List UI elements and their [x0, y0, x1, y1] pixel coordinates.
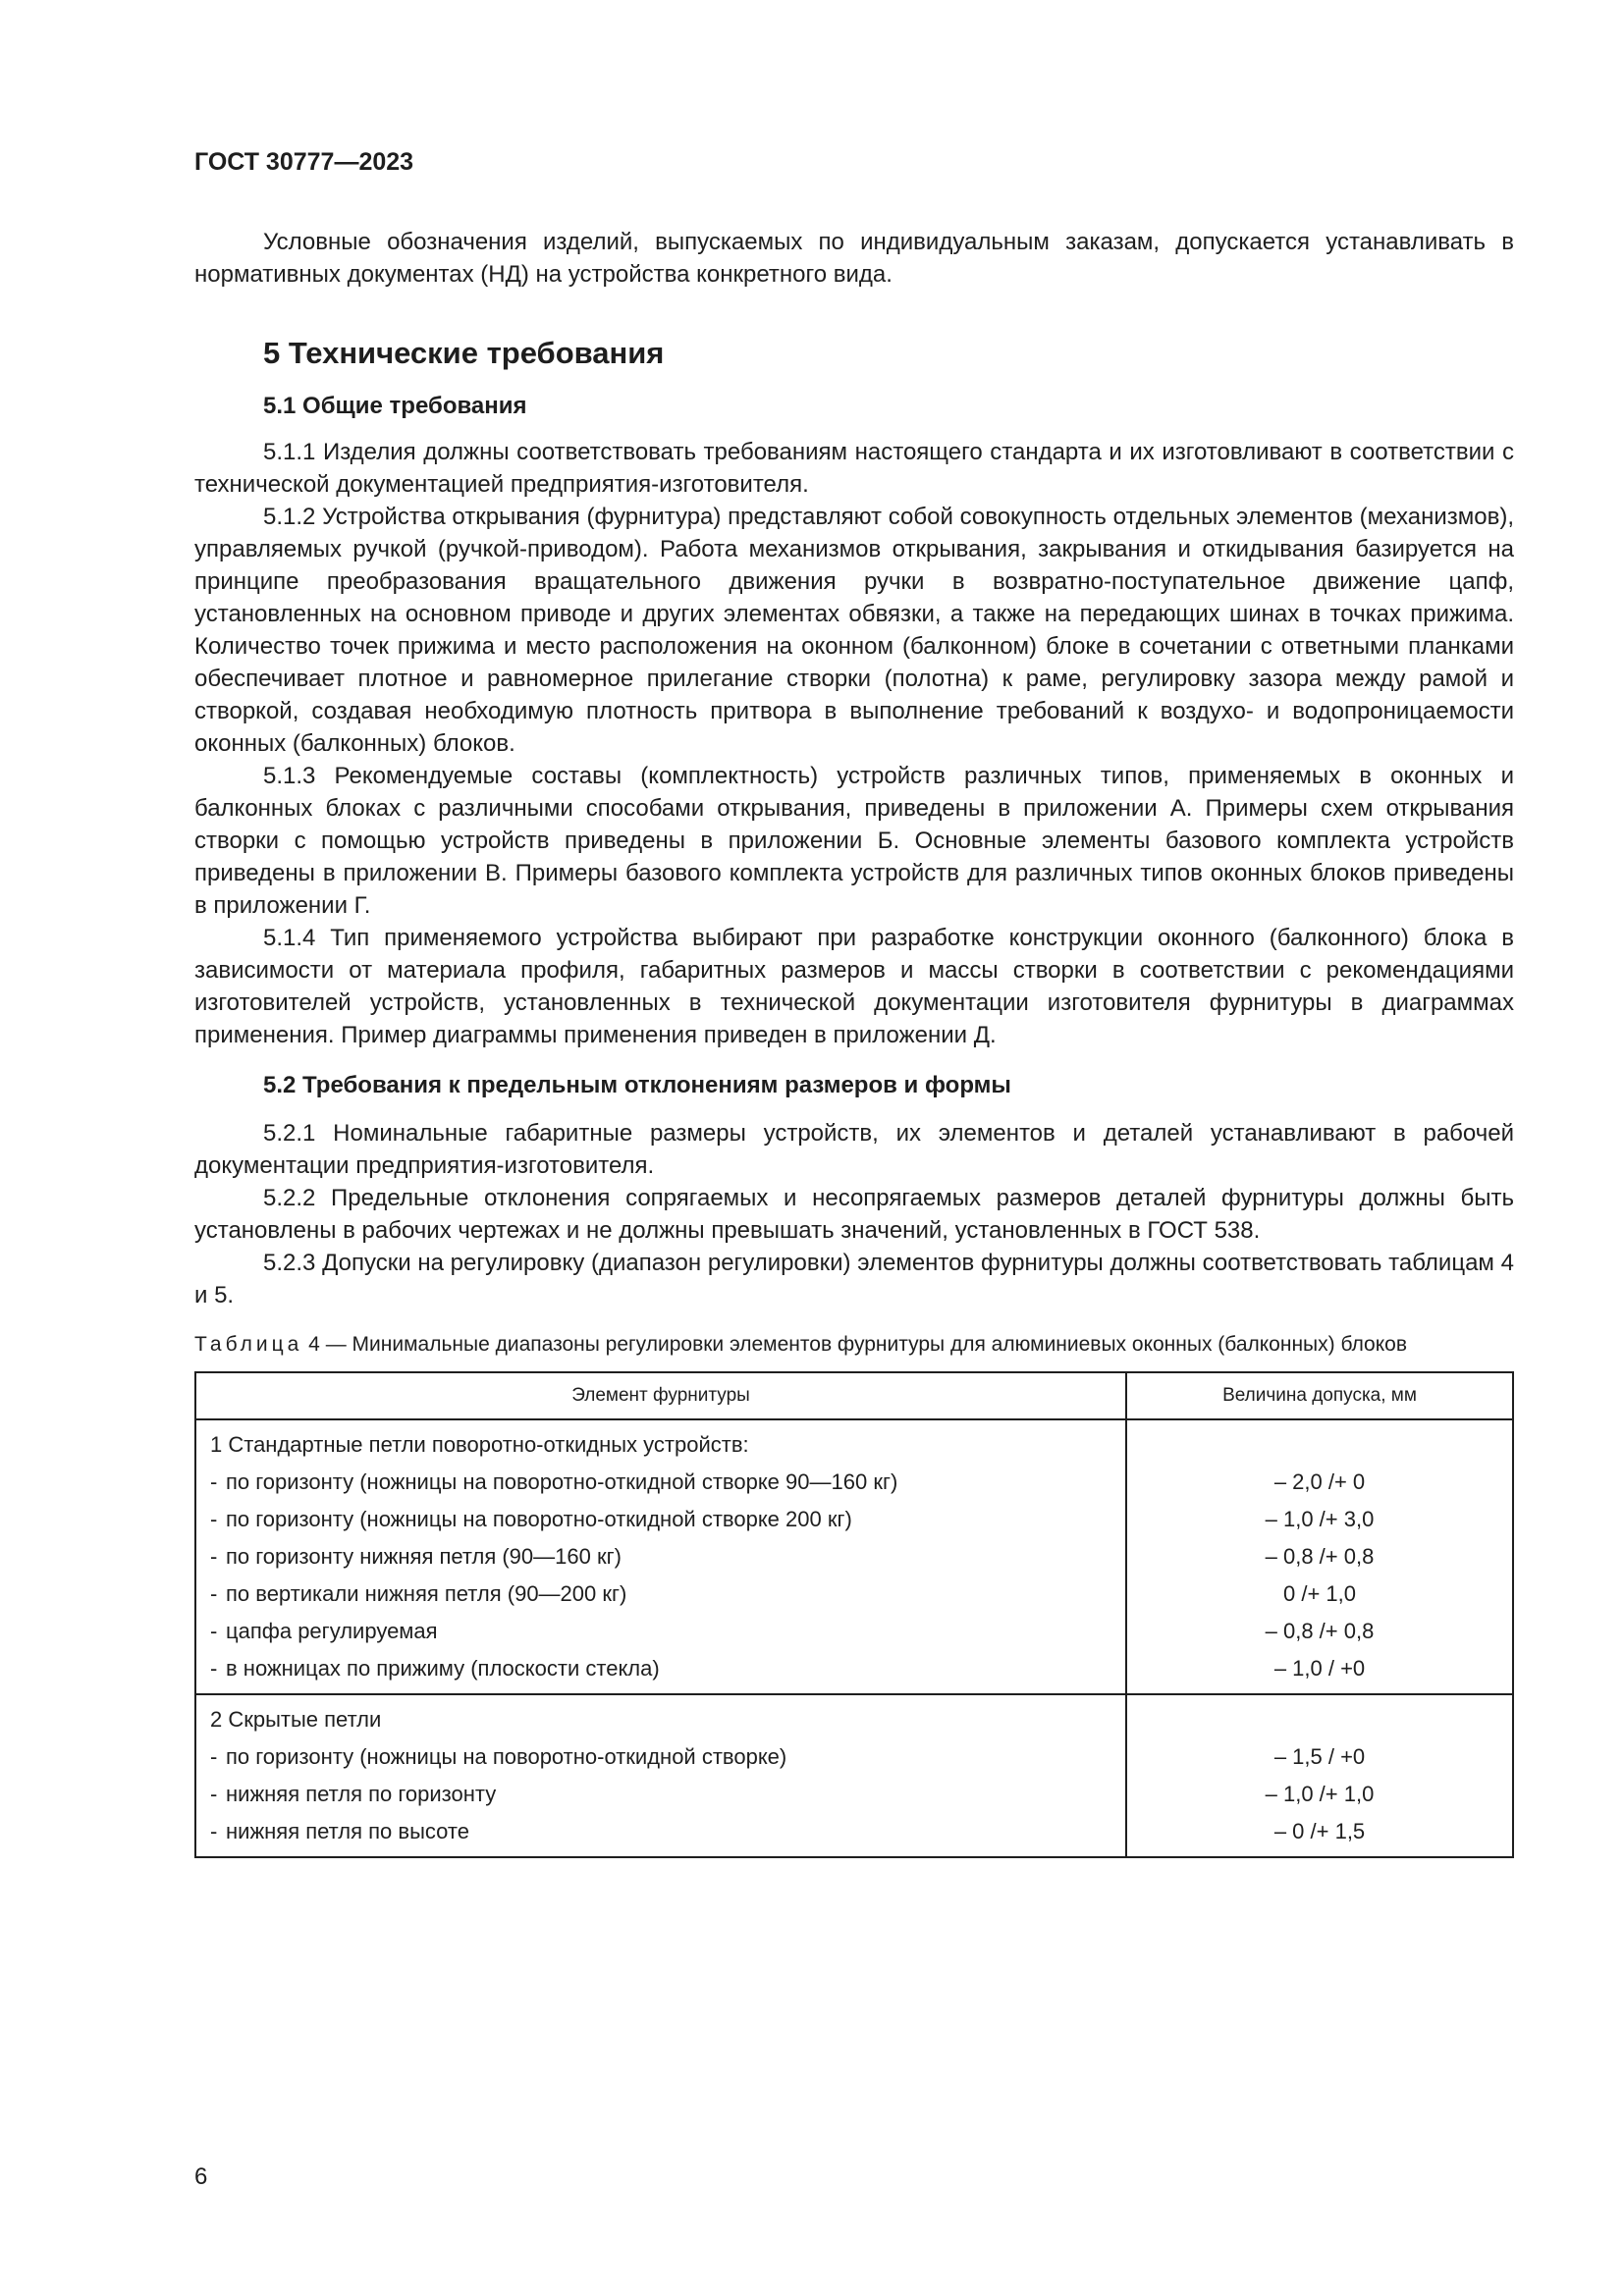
column-header-element: Элемент фурнитуры — [195, 1372, 1126, 1419]
table-row — [195, 1464, 1513, 1501]
group-title: 2 Скрытые петли — [195, 1694, 1126, 1738]
element-cell: по горизонту (ножницы на поворотно-откидной створке 200 кг) — [226, 1507, 852, 1531]
tolerance-cell: – 1,5 / +0 — [1126, 1738, 1513, 1776]
tolerance-cell: 0 /+ 1,0 — [1126, 1575, 1513, 1613]
tolerance-cell: – 2,0 /+ 0 — [1126, 1464, 1513, 1501]
row-marker: - — [210, 1544, 218, 1569]
document-page — [194, 147, 1514, 1858]
table-row — [195, 1738, 1513, 1776]
element-cell: цапфа регулируемая — [226, 1619, 438, 1643]
subsection-heading: 5.2 Требования к предельным отклонениям размеров и формы — [263, 1072, 1011, 1098]
element-cell: по вертикали нижняя петля (90—200 кг) — [226, 1581, 627, 1606]
tolerance-cell: – 0,8 /+ 0,8 — [1126, 1538, 1513, 1575]
tolerance-table — [194, 1371, 1514, 1858]
table-caption — [194, 1331, 1514, 1358]
paragraph-5-1-2: 5.1.2 Устройства открывания (фурнитура) представляют собой совокупность отдельных элементов (механизмов), управляемых ручкой (ручкой-приводом). Работа механизмов открывания, закрывания и откидывания базируется на принципе преобразования вращательного движения ручки в возвратно-поступательное движение цапф, установленных на основном приводе и других элементах обвязки, а также на передающих шинах в точках прижима. Количество точек прижима и место расположения на оконном (балконном) блоке в сочетании с ответными планками обеспечивает плотное и равномерное прилегание створки (полотна) к раме, регулировку зазора между рамой и створкой, создавая необходимую плотность притвора в выполнение требований к воздухо- и водопроницаемости оконных (балконных) блоков. — [194, 504, 1514, 757]
table-row — [195, 1538, 1513, 1575]
group-title-row — [195, 1694, 1513, 1738]
table-row — [195, 1776, 1513, 1813]
table-header-row — [195, 1372, 1513, 1419]
row-marker: - — [210, 1819, 218, 1843]
group-title: 1 Стандартные петли поворотно-откидных устройств: — [195, 1419, 1126, 1464]
group-title-row — [195, 1419, 1513, 1464]
table-row — [195, 1575, 1513, 1613]
row-marker: - — [210, 1744, 218, 1769]
table-row — [195, 1813, 1513, 1857]
row-marker: - — [210, 1507, 218, 1531]
table-caption-text: 4 — Минимальные диапазоны регулировки элементов фурнитуры для алюминиевых оконных (балконных) блоков — [302, 1333, 1407, 1356]
tolerance-cell: – 1,0 / +0 — [1126, 1650, 1513, 1694]
column-header-tolerance: Величина допуска, мм — [1126, 1372, 1513, 1419]
row-marker: - — [210, 1782, 218, 1806]
subsection-heading: 5.1 Общие требования — [263, 393, 527, 419]
table-caption-label: Таблица — [194, 1333, 303, 1356]
element-cell: по горизонту (ножницы на поворотно-откидной створке) — [226, 1744, 787, 1769]
paragraph-5-1-3: 5.1.3 Рекомендуемые составы (комплектность) устройств различных типов, применяемых в оконных и балконных блоках с различными способами открывания, приведены в приложении А. Примеры схем открывания створки с помощью устройств приведены в приложении Б. Основные элементы базового комплекта устройств приведены в приложении В. Примеры базового комплекта устройств для различных типов оконных блоков приведены в приложении Г. — [194, 763, 1514, 919]
row-marker: - — [210, 1656, 218, 1681]
tolerance-cell: – 0,8 /+ 0,8 — [1126, 1613, 1513, 1650]
paragraph-5-1-1: 5.1.1 Изделия должны соответствовать требованиям настоящего стандарта и их изготовливают в соответствии с технической документацией предприятия-изготовителя. — [194, 439, 1514, 498]
element-cell: в ножницах по прижиму (плоскости стекла) — [226, 1656, 660, 1681]
paragraph-5-2-3: 5.2.3 Допуски на регулировку (диапазон регулировки) элементов фурнитуры должны соответствовать таблицам 4 и 5. — [194, 1250, 1514, 1308]
tolerance-cell: – 1,0 /+ 3,0 — [1126, 1501, 1513, 1538]
element-cell: по горизонту нижняя петля (90—160 кг) — [226, 1544, 622, 1569]
table-row — [195, 1650, 1513, 1694]
row-marker: - — [210, 1469, 218, 1494]
element-cell: нижняя петля по горизонту — [226, 1782, 497, 1806]
page-number: 6 — [194, 2163, 208, 2190]
table-row — [195, 1501, 1513, 1538]
element-cell: нижняя петля по высоте — [226, 1819, 469, 1843]
table-row — [195, 1613, 1513, 1650]
tolerance-cell: – 1,0 /+ 1,0 — [1126, 1776, 1513, 1813]
paragraph-5-2-1: 5.2.1 Номинальные габаритные размеры устройств, их элементов и деталей устанавливают в рабочей документации предприятия-изготовителя. — [194, 1120, 1514, 1179]
tolerance-cell: – 0 /+ 1,5 — [1126, 1813, 1513, 1857]
document-code: ГОСТ 30777—2023 — [194, 148, 414, 176]
paragraph-5-2-2: 5.2.2 Предельные отклонения сопрягаемых и несопрягаемых размеров деталей фурнитуры должны быть установлены в рабочих чертежах и не должны превышать значений, установленных в ГОСТ 538. — [194, 1185, 1514, 1244]
intro-paragraph: Условные обозначения изделий, выпускаемых по индивидуальным заказам, допускается устанавливать в нормативных документах (НД) на устройства конкретного вида. — [194, 229, 1514, 288]
row-marker: - — [210, 1619, 218, 1643]
row-marker: - — [210, 1581, 218, 1606]
paragraph-5-1-4: 5.1.4 Тип применяемого устройства выбирают при разработке конструкции оконного (балконного) блока в зависимости от материала профиля, габаритных размеров и массы створки в соответствии с рекомендациями изготовителей устройств, установленных в технической документации изготовителя фурнитуры в диаграммах применения. Пример диаграммы применения приведен в приложении Д. — [194, 925, 1514, 1048]
element-cell: по горизонту (ножницы на поворотно-откидной створке 90—160 кг) — [226, 1469, 898, 1494]
section-heading: 5 Технические требования — [263, 336, 665, 370]
